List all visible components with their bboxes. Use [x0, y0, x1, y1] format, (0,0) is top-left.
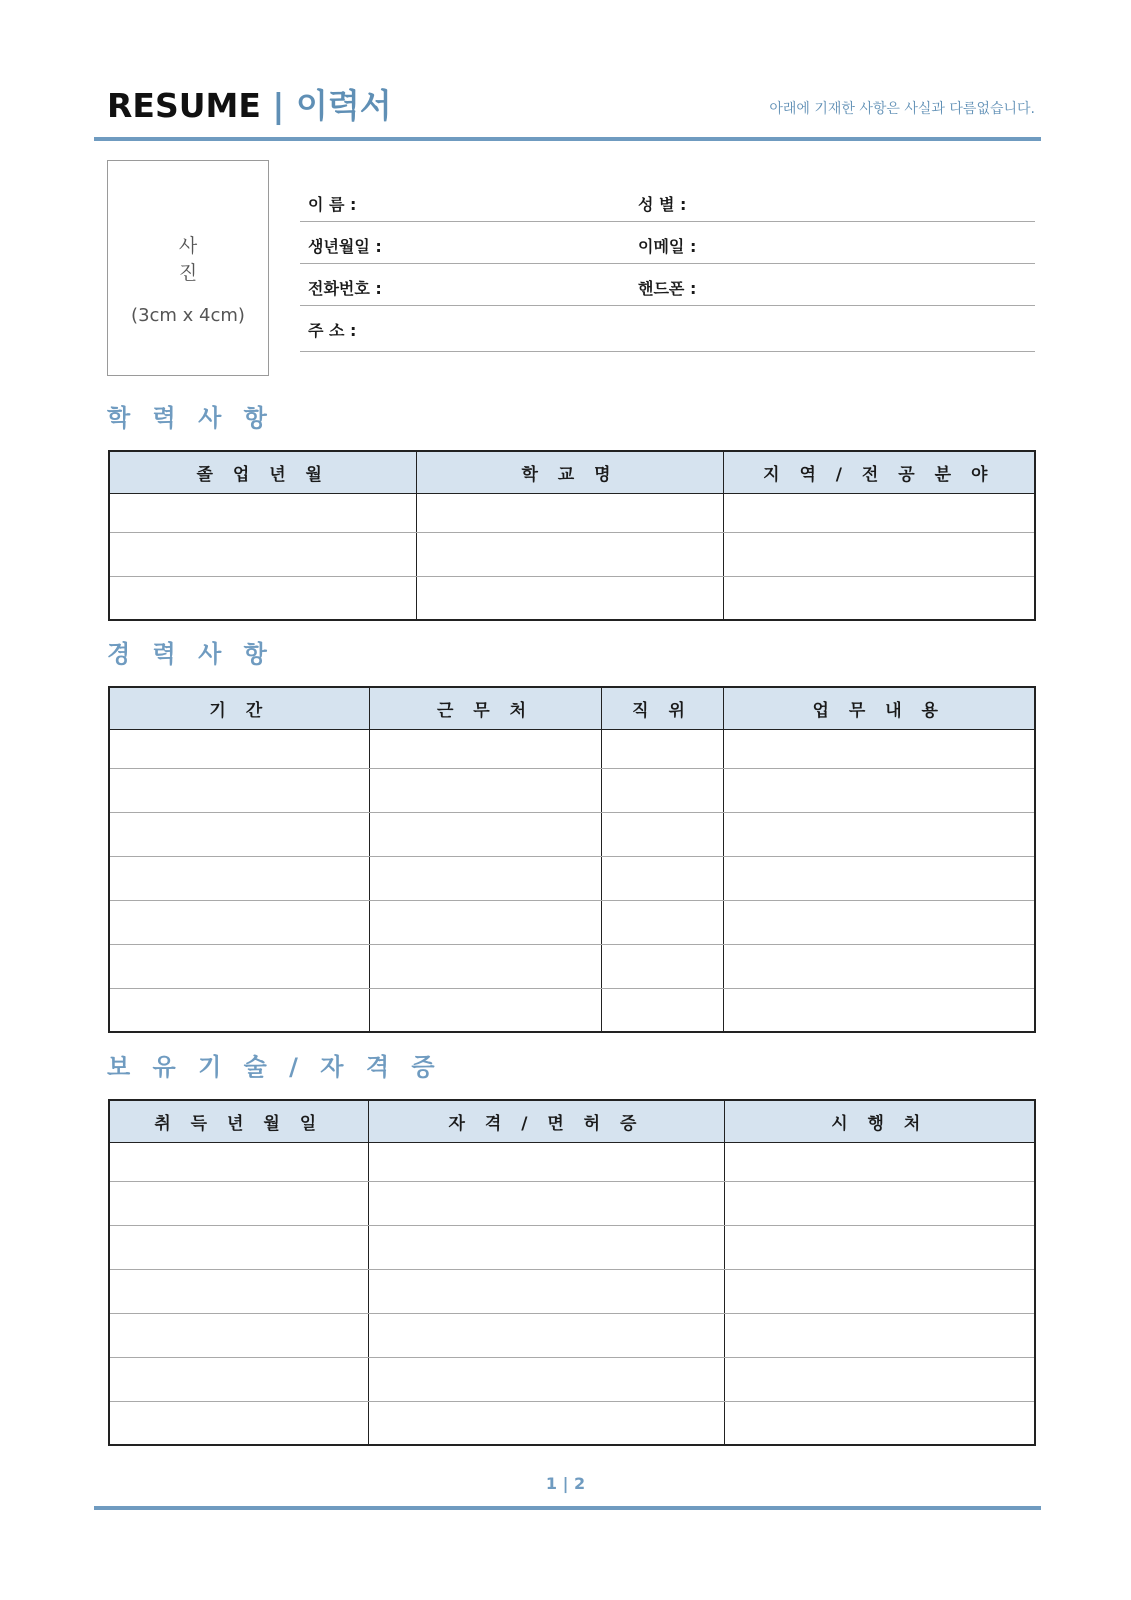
- table-cell[interactable]: [369, 729, 601, 768]
- table-cell[interactable]: [723, 493, 1035, 532]
- table-cell[interactable]: [723, 768, 1035, 812]
- skills-col-license: 자 격 / 면 허 증: [368, 1100, 724, 1142]
- table-row: [109, 856, 1035, 900]
- table-row: [109, 944, 1035, 988]
- skills-table: [108, 1099, 1036, 1446]
- page-number: 1 | 2: [545, 1474, 586, 1493]
- table-cell[interactable]: [109, 944, 369, 988]
- table-cell[interactable]: [369, 812, 601, 856]
- table-cell[interactable]: [109, 532, 416, 576]
- education-col-major: 지 역 / 전 공 분 야: [723, 451, 1035, 493]
- table-cell[interactable]: [368, 1313, 724, 1357]
- table-row: [109, 1313, 1035, 1357]
- table-cell[interactable]: [724, 1401, 1035, 1445]
- header-notice: 아래에 기재한 사항은 사실과 다름없습니다.: [769, 101, 1035, 117]
- table-row: [109, 988, 1035, 1032]
- career-col-duties: 업 무 내 용: [723, 687, 1035, 729]
- title-english: RESUME: [107, 86, 261, 125]
- table-cell[interactable]: [109, 576, 416, 620]
- footer-divider: [94, 1506, 1041, 1510]
- table-cell[interactable]: [369, 768, 601, 812]
- phone-field[interactable]: 전화번호 :: [308, 279, 382, 298]
- table-cell[interactable]: [601, 812, 723, 856]
- header-divider: [94, 137, 1041, 141]
- info-row: [300, 222, 1035, 264]
- table-cell[interactable]: [109, 812, 369, 856]
- education-col-date: 졸 업 년 월: [109, 451, 416, 493]
- table-cell[interactable]: [369, 856, 601, 900]
- table-cell[interactable]: [369, 944, 601, 988]
- photo-size: (3cm x 4cm): [131, 305, 245, 326]
- table-cell[interactable]: [723, 532, 1035, 576]
- table-cell[interactable]: [109, 1313, 368, 1357]
- table-cell[interactable]: [416, 532, 723, 576]
- table-cell[interactable]: [724, 1225, 1035, 1269]
- table-cell[interactable]: [723, 988, 1035, 1032]
- table-cell[interactable]: [601, 988, 723, 1032]
- table-cell[interactable]: [723, 729, 1035, 768]
- table-cell[interactable]: [416, 576, 723, 620]
- table-row: [109, 576, 1035, 620]
- table-cell[interactable]: [109, 900, 369, 944]
- table-cell[interactable]: [109, 1225, 368, 1269]
- table-cell[interactable]: [601, 768, 723, 812]
- table-cell[interactable]: [368, 1142, 724, 1181]
- info-row: [300, 306, 1035, 352]
- table-cell[interactable]: [723, 900, 1035, 944]
- table-cell[interactable]: [109, 1357, 368, 1401]
- title-separator: |: [272, 86, 285, 125]
- table-row: [109, 532, 1035, 576]
- skills-col-date: 취 득 년 월 일: [109, 1100, 368, 1142]
- table-cell[interactable]: [724, 1269, 1035, 1313]
- career-table: [108, 686, 1036, 1033]
- table-cell[interactable]: [368, 1357, 724, 1401]
- career-col-period: 기 간: [109, 687, 369, 729]
- table-cell[interactable]: [109, 493, 416, 532]
- personal-info: [300, 180, 1035, 352]
- education-col-school: 학 교 명: [416, 451, 723, 493]
- skills-col-issuer: 시 행 처: [724, 1100, 1035, 1142]
- table-cell[interactable]: [109, 768, 369, 812]
- table-cell[interactable]: [601, 900, 723, 944]
- table-cell[interactable]: [109, 1269, 368, 1313]
- table-row: [109, 812, 1035, 856]
- table-row: [109, 1357, 1035, 1401]
- table-cell[interactable]: [368, 1401, 724, 1445]
- career-col-position: 직 위: [601, 687, 723, 729]
- table-cell[interactable]: [723, 812, 1035, 856]
- page-title: [107, 86, 392, 126]
- table-cell[interactable]: [601, 729, 723, 768]
- photo-label: 사 진: [178, 235, 228, 284]
- table-cell[interactable]: [369, 900, 601, 944]
- table-row: [109, 1181, 1035, 1225]
- table-cell[interactable]: [109, 856, 369, 900]
- career-col-company: 근 무 처: [369, 687, 601, 729]
- table-row: [109, 1142, 1035, 1181]
- address-field[interactable]: 주 소 :: [308, 321, 357, 340]
- table-cell[interactable]: [368, 1225, 724, 1269]
- title-korean: 이력서: [295, 86, 392, 125]
- table-cell[interactable]: [723, 856, 1035, 900]
- table-cell[interactable]: [109, 1401, 368, 1445]
- email-field[interactable]: 이메일 :: [638, 237, 697, 256]
- career-section-title: 경 력 사 항: [107, 640, 274, 668]
- table-cell[interactable]: [109, 729, 369, 768]
- table-cell[interactable]: [723, 944, 1035, 988]
- table-cell[interactable]: [109, 1181, 368, 1225]
- birth-field[interactable]: 생년월일 :: [308, 237, 382, 256]
- education-table: [108, 450, 1036, 621]
- table-cell[interactable]: [369, 988, 601, 1032]
- table-cell[interactable]: [724, 1181, 1035, 1225]
- table-cell[interactable]: [109, 1142, 368, 1181]
- gender-field[interactable]: 성 별 :: [638, 195, 687, 214]
- mobile-field[interactable]: 핸드폰 :: [638, 279, 697, 298]
- table-cell[interactable]: [368, 1269, 724, 1313]
- name-field[interactable]: 이 름 :: [308, 195, 357, 214]
- table-cell[interactable]: [724, 1142, 1035, 1181]
- table-cell[interactable]: [724, 1313, 1035, 1357]
- table-cell[interactable]: [601, 944, 723, 988]
- table-cell[interactable]: [601, 856, 723, 900]
- table-row: [109, 900, 1035, 944]
- info-row: [300, 180, 1035, 222]
- table-row: [109, 1401, 1035, 1445]
- info-row: [300, 264, 1035, 306]
- table-cell[interactable]: [723, 576, 1035, 620]
- skills-section-title: 보 유 기 술 / 자 격 증: [107, 1053, 442, 1081]
- table-cell[interactable]: [724, 1357, 1035, 1401]
- table-cell[interactable]: [416, 493, 723, 532]
- table-row: [109, 768, 1035, 812]
- table-cell[interactable]: [109, 988, 369, 1032]
- table-row: [109, 1269, 1035, 1313]
- table-row: [109, 1225, 1035, 1269]
- photo-placeholder[interactable]: [107, 160, 269, 376]
- table-row: [109, 493, 1035, 532]
- education-section-title: 학 력 사 항: [107, 404, 274, 432]
- table-cell[interactable]: [368, 1181, 724, 1225]
- table-row: [109, 729, 1035, 768]
